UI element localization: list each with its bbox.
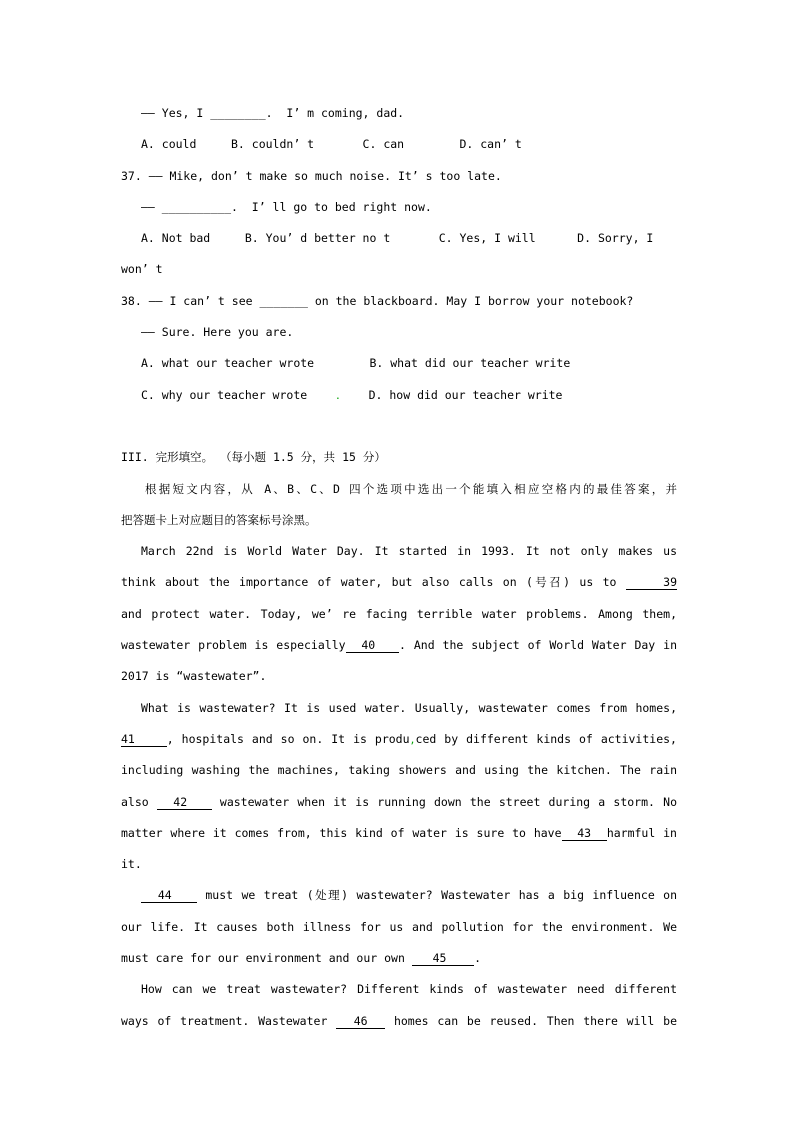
- text-run: 37. —— Mike, don’ t make so much noise. It’ s too late.: [121, 168, 502, 183]
- passage-p3-l2: [121, 912, 677, 943]
- passage-p3-l1: [121, 880, 677, 911]
- passage-p2-l5: [121, 818, 677, 849]
- text-run: homes can be reused. Then there will be: [385, 1013, 677, 1028]
- question-36-options: [121, 129, 677, 160]
- text-run: matter where it comes from, this kind of water is sure to have: [121, 825, 562, 840]
- text-run: 38. —— I can’ t see _______ on the blackboard. May I borrow your notebook?: [121, 293, 634, 308]
- text-run: wastewater when it is running down the street during a storm. No: [211, 794, 677, 809]
- section-iii-heading: [121, 442, 677, 473]
- text-run: won’ t: [121, 262, 163, 277]
- text-run: must we treat (处理) wastewater? Wastewater has a big influence on: [196, 888, 678, 903]
- text-run: also: [121, 794, 157, 809]
- cloze-blank: 46: [336, 1013, 386, 1028]
- text-run: our life. It causes both illness for us and pollution for the environment. We: [121, 919, 677, 934]
- passage-p3-l3: [121, 943, 677, 974]
- question-38-stem: [121, 286, 677, 317]
- question-38-options-ab: [121, 348, 677, 379]
- cloze-blank: 41: [121, 731, 167, 746]
- text-run: including washing the machines, taking showers and using the kitchen. The rain: [121, 763, 677, 778]
- text-run: D. how did our teacher write: [340, 387, 563, 402]
- cloze-blank: 44: [141, 888, 197, 903]
- blank-line: [121, 411, 677, 442]
- text-run: 2017 is “wastewater”.: [121, 669, 267, 684]
- text-run: March 22nd is World Water Day. It started in 1993. It not only makes us: [141, 544, 677, 559]
- cloze-blank: 42: [156, 794, 212, 809]
- text-run: ways of treatment. Wastewater: [121, 1013, 337, 1028]
- cloze-blank: 39: [625, 575, 678, 590]
- section-iii-instructions-1: [121, 474, 677, 505]
- text-run: must care for our environment and our own: [121, 951, 412, 966]
- text-run: III. 完形填空。 （每小题 1.5 分，共 15 分）: [121, 450, 386, 465]
- text-run: , hospitals and so on. It is produ: [166, 731, 410, 746]
- text-run: think about the importance of water, but also calls on (号召) us to: [121, 575, 626, 590]
- stray-green-mark: ,: [409, 734, 416, 746]
- question-38-options-cd: [121, 380, 677, 411]
- passage-p4-l1: [121, 974, 677, 1005]
- text-run: —— Sure. Here you are.: [141, 325, 294, 340]
- text-run: A. what our teacher wrote B. what did our teacher write: [141, 356, 571, 371]
- question-36-reply: [121, 98, 677, 129]
- question-37-reply: [121, 192, 677, 223]
- passage-p2-l3: [121, 755, 677, 786]
- question-37-options-overflow: [121, 254, 677, 285]
- text-run: wastewater problem is especially: [121, 638, 346, 653]
- text-run: and protect water. Today, we’ re facing terrible water problems. Among them,: [121, 606, 677, 621]
- text-run: A. Not bad B. You’ d better no t C. Yes, I will D. Sorry, I: [141, 231, 654, 246]
- passage-p2-l6: [121, 849, 677, 880]
- text-run: C. why our teacher wrote: [141, 387, 335, 402]
- cloze-blank: 45: [411, 951, 475, 966]
- text-run: How can we treat wastewater? Different kinds of wastewater need different: [141, 982, 677, 997]
- cloze-blank: 40: [345, 638, 399, 653]
- cloze-blank: 43: [561, 825, 607, 840]
- passage-p4-l2: [121, 1006, 677, 1037]
- document-body: [121, 98, 677, 1037]
- text-run: harmful in: [606, 825, 677, 840]
- text-run: What is wastewater? It is used water. Usually, wastewater comes from homes,: [141, 700, 677, 715]
- text-run: .: [474, 951, 482, 966]
- passage-p1-l4: [121, 630, 677, 661]
- text-run: 根据短文内容，从 A、B、C、D 四个选项中选出一个能填入相应空格内的最佳答案，并: [145, 481, 677, 496]
- passage-p1-l3: [121, 599, 677, 630]
- question-37-options: [121, 223, 677, 254]
- question-38-reply: [121, 317, 677, 348]
- passage-p1-l2: [121, 567, 677, 598]
- passage-p1-l5: [121, 661, 677, 692]
- text-run: —— __________. I’ ll go to bed right now.: [141, 199, 432, 214]
- passage-p2-l1: [121, 693, 677, 724]
- passage-p1-l1: [121, 536, 677, 567]
- text-run: . And the subject of World Water Day in: [399, 638, 677, 653]
- text-run: —— Yes, I ________. I’ m coming, dad.: [141, 106, 405, 120]
- text-run: A. could B. couldn’ t C. can D. can’ t: [141, 137, 522, 152]
- text-run: 把答题卡上对应题目的答案标号涂黑。: [121, 512, 317, 527]
- passage-p2-l4: [121, 787, 677, 818]
- question-37-stem: [121, 161, 677, 192]
- stray-green-mark: .: [334, 390, 341, 402]
- text-run: ced by different kinds of activities,: [415, 731, 677, 746]
- section-iii-instructions-2: [121, 505, 677, 536]
- text-run: it.: [121, 857, 142, 872]
- passage-p2-l2: [121, 724, 677, 755]
